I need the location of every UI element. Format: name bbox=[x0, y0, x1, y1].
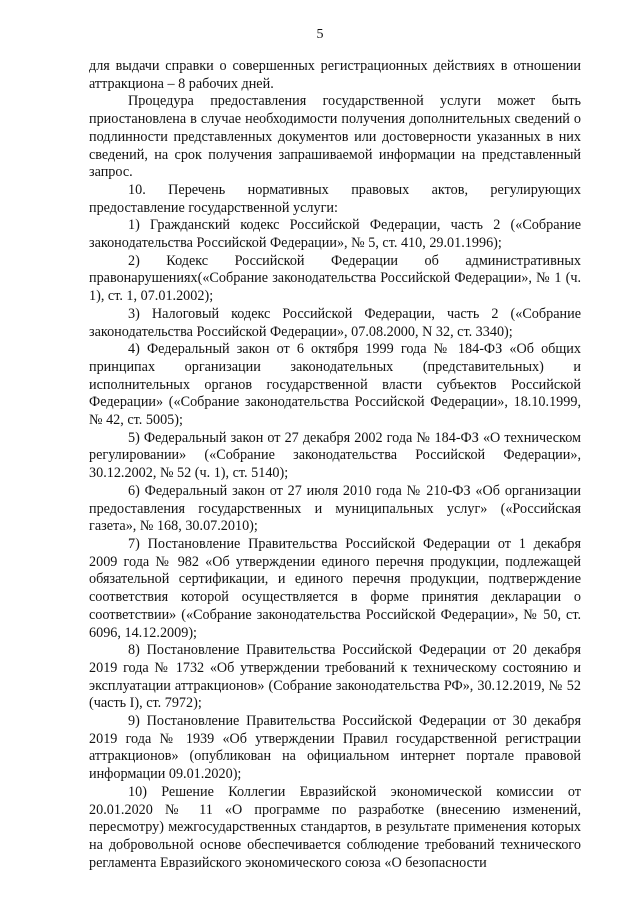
paragraph-processing-term: для выдачи справки о совершенных регистрационных действиях в отношении аттракциона – 8 рабочих дней. bbox=[89, 58, 581, 92]
list-item-3: 3) Налоговый кодекс Российской Федерации, часть 2 («Собрание законодательства Российской Федерации», 07.08.2000, N 32, ст. 3340); bbox=[89, 305, 581, 340]
page-number: 5 bbox=[316, 27, 324, 42]
list-item-7: 7) Постановление Правительства Российской Федерации от 1 декабря 2009 года № 982 «Об утверждении единого перечня продукции, подлежащей обязательной сертификации, и единого перечня продукции, подтверждение соответствия которой осуществляется в форме принятия декларации о соответствии» («Собрание законодательства Российской Федерации», № 50, ст. 6096, 14.12.2009); bbox=[89, 535, 581, 641]
list-item-2: 2) Кодекс Российской Федерации об административных правонарушениях(«Собрание законодательства Российской Федерации», № 1 (ч. 1), ст. 1, 07.01.2002); bbox=[89, 252, 581, 305]
list-item-6: 6) Федеральный закон от 27 июля 2010 года № 210-ФЗ «Об организации предоставления государственных и муниципальных услуг» («Российская газета», № 168, 30.07.2010); bbox=[89, 482, 581, 535]
list-item-9: 9) Постановление Правительства Российской Федерации от 30 декабря 2019 года № 1939 «Об утверждении Правил государственной регистрации аттракционов» (опубликован на официальном интернет портале правовой информации 09.01.2020); bbox=[89, 713, 581, 783]
paragraph-legal-acts-heading: 10. Перечень нормативных правовых актов, регулирующих предоставление государственной услуги: bbox=[89, 181, 581, 216]
paragraph-suspension: Процедура предоставления государственной услуги может быть приостановлена в случае необходимости получения дополнительных сведений о подлинности представленных документов или достоверности указанных в них сведений, на срок получения запрашиваемой информации на представленный запрос. bbox=[89, 93, 581, 181]
list-item-4: 4) Федеральный закон от 6 октября 1999 года № 184-ФЗ «Об общих принципах организации законодательных (представительных) и исполнительных органов государственной власти субъектов Российской Федерации» («Собрание законодательства Российской Федерации», 18.10.1999, № 42, ст. 5005); bbox=[89, 341, 581, 429]
document-body bbox=[89, 58, 581, 872]
list-item-8: 8) Постановление Правительства Российской Федерации от 20 декабря 2019 года № 1732 «Об утверждении требований к техническому состоянию и эксплуатации аттракционов» (Собрание законодательства РФ», 30.12.2019, № 52 (часть I), ст. 7972); bbox=[89, 642, 581, 712]
list-item-1: 1) Гражданский кодекс Российской Федерации, часть 2 («Собрание законодательства Российской Федерации», № 5, ст. 410, 29.01.1996); bbox=[89, 217, 581, 252]
list-item-5: 5) Федеральный закон от 27 декабря 2002 года № 184-ФЗ «О техническом регулировании» («Собрание законодательства Российской Федерации», 30.12.2002, № 52 (ч. 1), ст. 5140); bbox=[89, 429, 581, 482]
list-item-10: 10) Решение Коллегии Евразийской экономической комиссии от 20.01.2020 № 11 «О программе по разработке (внесению изменений, пересмотру) межгосударственных стандартов, в результате применения которых на добровольной основе обеспечивается соблюдение требований технического регламента Евразийского экономического союза «О безопасности bbox=[89, 783, 581, 871]
